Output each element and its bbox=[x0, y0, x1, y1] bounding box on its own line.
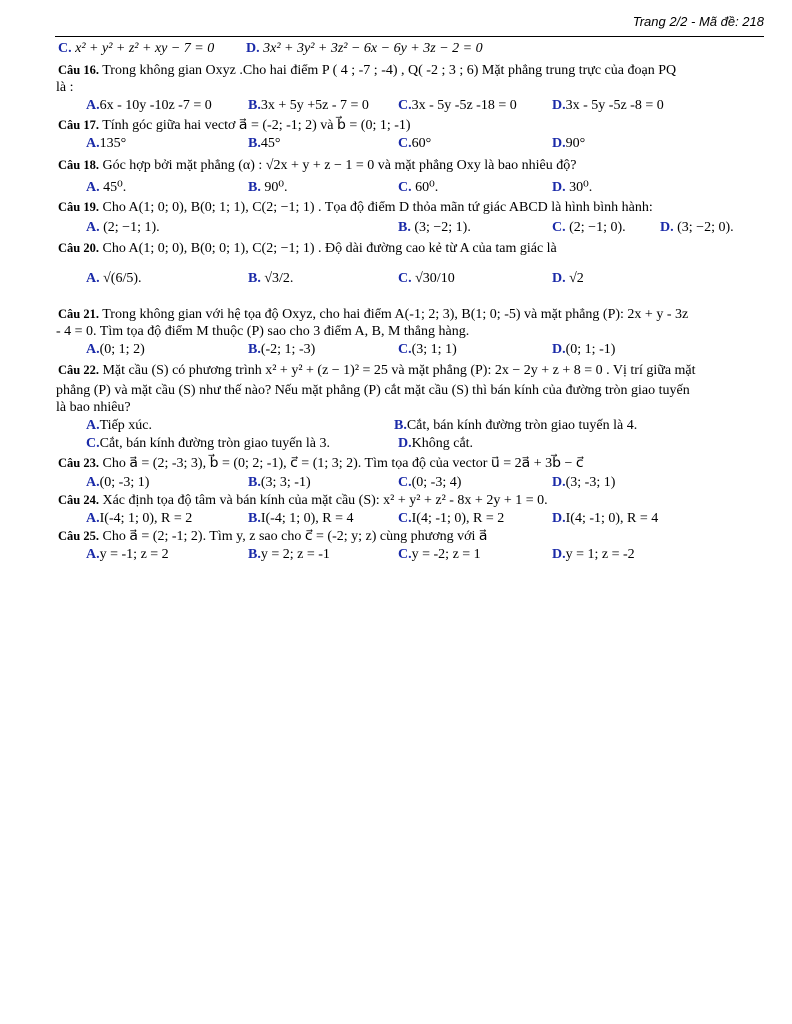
question-20: Câu 20. Cho A(1; 0; 0), B(0; 0; 1), C(2; −1; 1) . Độ dài đường cao kẻ từ A của tam giác là bbox=[58, 241, 557, 256]
q24-option-d[interactable]: D.I(4; -1; 0), R = 4 bbox=[552, 511, 659, 526]
question-22-line-2: phẳng (P) và mặt cầu (S) như thế nào? Nếu mặt phẳng (P) cắt mặt cầu (S) thì bán kính của đường tròn giao tuyến bbox=[56, 383, 690, 398]
q20-option-b[interactable]: B. √3/2. bbox=[248, 271, 294, 286]
q25-option-a[interactable]: A.y = -1; z = 2 bbox=[86, 547, 169, 562]
q21-option-d[interactable]: D.(0; 1; -1) bbox=[552, 342, 616, 357]
q17-option-a[interactable]: A.135° bbox=[86, 136, 127, 151]
question-25: Câu 25. Cho a⃗ = (2; -1; 2). Tìm y, z sao cho c⃗ = (-2; y; z) cùng phương với a⃗ bbox=[58, 529, 488, 544]
q16-option-c[interactable]: C.3x - 5y -5z -18 = 0 bbox=[398, 98, 517, 113]
q25-option-d[interactable]: D.y = 1; z = -2 bbox=[552, 547, 635, 562]
q20-option-d[interactable]: D. √2 bbox=[552, 271, 584, 286]
q22-option-a[interactable]: A.Tiếp xúc. bbox=[86, 418, 153, 433]
q22-option-b[interactable]: B.Cắt, bán kính đường tròn giao tuyến là 4. bbox=[394, 418, 638, 433]
option-d[interactable]: D. 3x² + 3y² + 3z² − 6x − 6y + 3z − 2 = 0 bbox=[246, 41, 483, 56]
q23-option-c[interactable]: C.(0; -3; 4) bbox=[398, 475, 462, 490]
q21-option-c[interactable]: C.(3; 1; 1) bbox=[398, 342, 457, 357]
q24-option-a[interactable]: A.I(-4; 1; 0), R = 2 bbox=[86, 511, 193, 526]
q19-option-b[interactable]: B. (3; −2; 1). bbox=[398, 220, 471, 235]
q18-option-c[interactable]: C. 60⁰. bbox=[398, 180, 439, 195]
q19-option-a[interactable]: A. (2; −1; 1). bbox=[86, 220, 160, 235]
q18-option-d[interactable]: D. 30⁰. bbox=[552, 180, 593, 195]
question-24: Câu 24. Xác định tọa độ tâm và bán kính của mặt cầu (S): x² + y² + z² - 8x + 2y + 1 = 0. bbox=[58, 493, 548, 508]
q22-option-c[interactable]: C.Cắt, bán kính đường tròn giao tuyến là 3. bbox=[86, 436, 331, 451]
q24-option-c[interactable]: C.I(4; -1; 0), R = 2 bbox=[398, 511, 505, 526]
q19-option-c[interactable]: C. (2; −1; 0). bbox=[552, 220, 626, 235]
q16-option-d[interactable]: D.3x - 5y -5z -8 = 0 bbox=[552, 98, 664, 113]
q17-option-c[interactable]: C.60° bbox=[398, 136, 432, 151]
q20-option-c[interactable]: C. √30/10 bbox=[398, 271, 455, 286]
q25-option-c[interactable]: C.y = -2; z = 1 bbox=[398, 547, 481, 562]
question-16-line-2: là : bbox=[56, 80, 74, 95]
q16-option-b[interactable]: B.3x + 5y +5z - 7 = 0 bbox=[248, 98, 369, 113]
q17-option-b[interactable]: B.45° bbox=[248, 136, 281, 151]
question-18: Câu 18. Góc hợp bởi mặt phẳng (α) : √2x + y + z − 1 = 0 và mặt phẳng Oxy là bao nhiêu độ? bbox=[58, 158, 577, 173]
question-17: Câu 17. Tính góc giữa hai vectơ a⃗ = (-2; -1; 2) và b⃗ = (0; 1; -1) bbox=[58, 118, 411, 133]
q23-option-b[interactable]: B.(3; 3; -1) bbox=[248, 475, 311, 490]
option-c[interactable]: C. x² + y² + z² + xy − 7 = 0 bbox=[58, 41, 215, 56]
page-header: Trang 2/2 - Mã đề: 218 bbox=[55, 14, 764, 37]
question-21-line-1: Câu 21. Trong không gian với hệ tọa độ Oxyz, cho hai điểm A(-1; 2; 3), B(1; 0; -5) và mặt phẳng (P): 2x + y - 3z bbox=[58, 307, 689, 322]
q24-option-b[interactable]: B.I(-4; 1; 0), R = 4 bbox=[248, 511, 354, 526]
q16-option-a[interactable]: A.6x - 10y -10z -7 = 0 bbox=[86, 98, 212, 113]
question-16-line-1: Câu 16. Trong không gian Oxyz .Cho hai điểm P ( 4 ; -7 ; -4) , Q( -2 ; 3 ; 6) Mặt phẳng trung trực của đoạn PQ bbox=[58, 63, 677, 78]
question-19: Câu 19. Cho A(1; 0; 0), B(0; 1; 1), C(2; −1; 1) . Tọa độ điểm D thỏa mãn tứ giác ABCD là hình bình hành: bbox=[58, 200, 653, 215]
q18-option-b[interactable]: B. 90⁰. bbox=[248, 180, 288, 195]
question-23: Câu 23. Cho a⃗ = (2; -3; 3), b⃗ = (0; 2; -1), c⃗ = (1; 3; 2). Tìm tọa độ của vector u⃗ = 2a⃗ + 3b⃗ − c⃗ bbox=[58, 456, 584, 471]
question-22-line-3: là bao nhiêu? bbox=[56, 400, 131, 415]
q23-option-d[interactable]: D.(3; -3; 1) bbox=[552, 475, 616, 490]
q21-option-a[interactable]: A.(0; 1; 2) bbox=[86, 342, 145, 357]
question-22-line-1: Câu 22. Mặt cầu (S) có phương trình x² + y² + (z − 1)² = 25 và mặt phẳng (P): 2x − 2y + z + 8 = 0 . Vị trí giữa mặt bbox=[58, 363, 696, 378]
question-21-line-2: - 4 = 0. Tìm tọa độ điểm M thuộc (P) sao cho 3 điểm A, B, M thẳng hàng. bbox=[56, 324, 470, 339]
q17-option-d[interactable]: D.90° bbox=[552, 136, 586, 151]
q23-option-a[interactable]: A.(0; -3; 1) bbox=[86, 475, 150, 490]
q20-option-a[interactable]: A. √(6/5). bbox=[86, 271, 142, 286]
q22-option-d[interactable]: D.Không cắt. bbox=[398, 436, 474, 451]
q21-option-b[interactable]: B.(-2; 1; -3) bbox=[248, 342, 316, 357]
q25-option-b[interactable]: B.y = 2; z = -1 bbox=[248, 547, 330, 562]
q19-option-d[interactable]: D. (3; −2; 0). bbox=[660, 220, 734, 235]
q18-option-a[interactable]: A. 45⁰. bbox=[86, 180, 127, 195]
